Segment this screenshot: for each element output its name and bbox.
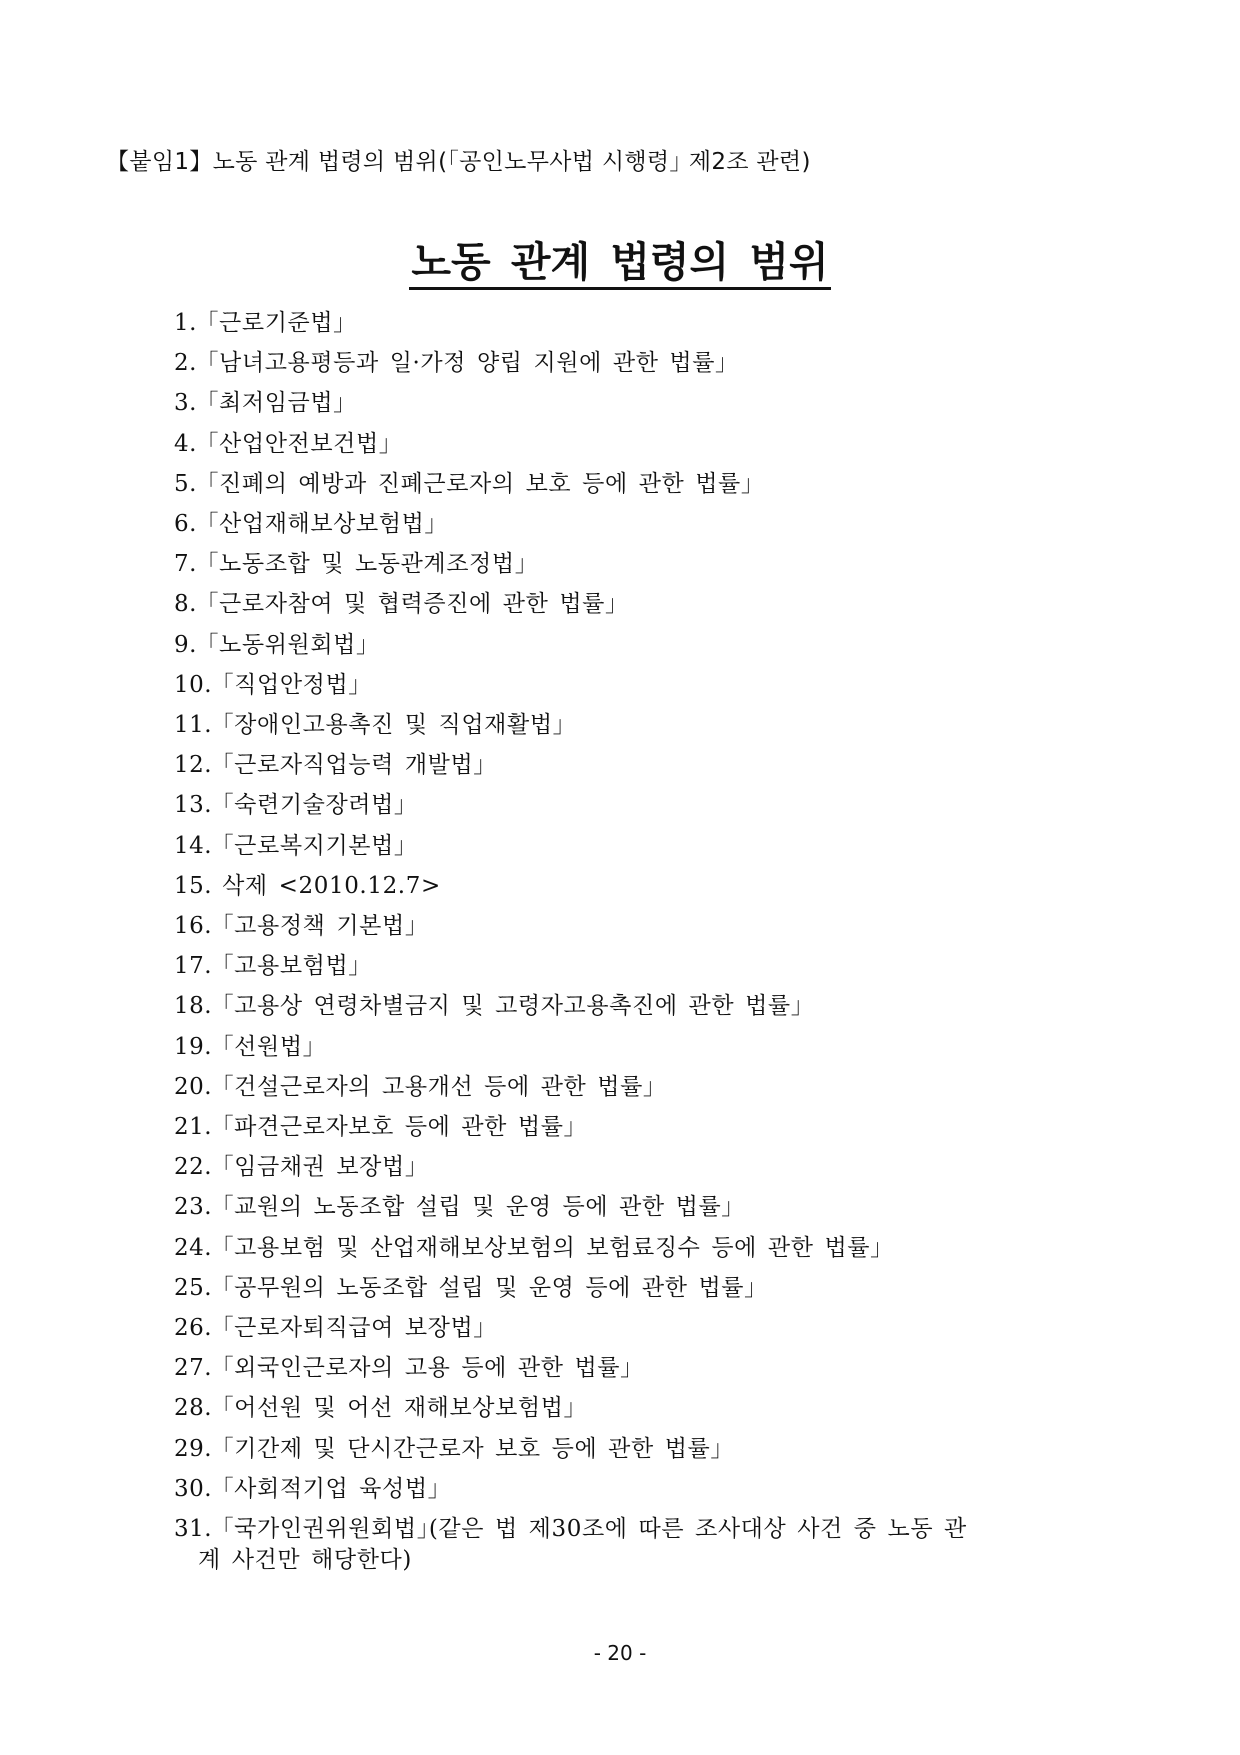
law-item-number: 6. [174, 511, 197, 538]
law-item [174, 544, 967, 584]
law-item-number: 22. [174, 1154, 213, 1181]
law-item-title: ｢직업안정법｣ [222, 671, 361, 698]
document-title-text: 노동 관계 법령의 범위 [409, 237, 830, 290]
law-item-number: 20. [174, 1073, 213, 1100]
law-item-title: ｢근로자참여 및 협력증진에 관한 법률｣ [206, 591, 618, 618]
law-item-number: 24. [174, 1234, 213, 1261]
law-item [174, 665, 967, 705]
attachment-header: 【붙임1】노동 관계 법령의 범위(｢공인노무사법 시행령｣ 제2조 관련) [106, 149, 811, 175]
page-number: - 20 - [593, 1641, 647, 1665]
law-item-number: 28. [174, 1395, 213, 1422]
law-item-number: 1. [174, 310, 197, 336]
law-item-number: 11. [174, 712, 213, 739]
law-item-31-continuation: 계 사건만 해당한다) [198, 1547, 412, 1573]
law-item [174, 1067, 967, 1107]
law-item [174, 1388, 967, 1428]
law-item [174, 785, 967, 825]
law-item [174, 1027, 967, 1067]
law-item-title: ｢고용상 연령차별금지 및 고령자고용촉진에 관한 법률｣ [222, 993, 803, 1020]
law-item-number: 13. [174, 792, 213, 819]
law-item-title: ｢산업안전보건법｣ [206, 430, 391, 457]
law-item-title: ｢남녀고용평등과 일·가정 양립 지원에 관한 법률｣ [206, 350, 728, 377]
law-item-title: ｢고용보험법｣ [222, 953, 361, 980]
law-item-number: 7. [174, 551, 197, 578]
law-item-number: 17. [174, 953, 213, 980]
law-item-title: ｢선원법｣ [222, 1033, 315, 1060]
law-item-title: ｢근로자직업능력 개발법｣ [222, 752, 486, 779]
law-item-title: ｢근로복지기본법｣ [222, 832, 407, 859]
law-item-title: ｢노동조합 및 노동관계조정법｣ [206, 551, 527, 578]
law-item-title: ｢장애인고용촉진 및 직업재활법｣ [222, 712, 565, 739]
law-item-number: 25. [174, 1274, 213, 1301]
law-item-number: 21. [174, 1114, 213, 1141]
law-item [174, 866, 967, 906]
law-item-title: ｢교원의 노동조합 설립 및 운영 등에 관한 법률｣ [222, 1194, 734, 1221]
law-item-number: 5. [174, 470, 197, 497]
law-item [174, 504, 967, 544]
law-item-number: 9. [174, 631, 197, 658]
law-item-title: ｢최저임금법｣ [206, 390, 346, 417]
law-item [174, 424, 967, 464]
law-item-number: 18. [174, 993, 213, 1020]
law-item [174, 625, 967, 665]
law-item-title: ｢사회적기업 육성법｣ [222, 1475, 440, 1502]
law-item-number: 2. [174, 350, 197, 377]
law-item-number: 27. [174, 1355, 213, 1382]
law-item [174, 826, 967, 866]
law-item-title: 삭제 <2010.12.7> [222, 872, 441, 899]
document-title [0, 234, 1240, 290]
law-item-number: 8. [174, 591, 197, 618]
law-item [174, 906, 967, 946]
law-item-title: ｢진폐의 예방과 진폐근로자의 보호 등에 관한 법률｣ [206, 470, 753, 497]
law-item-number: 31. [174, 1516, 213, 1543]
law-item-title: ｢고용정책 기본법｣ [222, 913, 417, 940]
law-item [174, 1228, 967, 1268]
law-item [174, 584, 967, 624]
law-item-title: ｢근로기준법｣ [206, 310, 346, 336]
law-item-title: ｢외국인근로자의 고용 등에 관한 법률｣ [222, 1355, 633, 1382]
law-item-number: 10. [174, 671, 213, 698]
law-item-number: 29. [174, 1435, 213, 1462]
law-item-number: 4. [174, 430, 197, 457]
law-item [174, 303, 967, 343]
law-item-number: 14. [174, 832, 213, 859]
law-item-number: 19. [174, 1033, 213, 1060]
law-item-title: ｢노동위원회법｣ [206, 631, 369, 658]
law-item-title: ｢국가인권위원회법｣(같은 법 제30조에 따른 조사대상 사건 중 노동 관 [222, 1516, 967, 1543]
law-item-number: 30. [174, 1475, 213, 1502]
law-item-title: ｢파견근로자보호 등에 관한 법률｣ [222, 1114, 576, 1141]
law-item [174, 1107, 967, 1147]
law-item-title: ｢어선원 및 어선 재해보상보험법｣ [222, 1395, 576, 1422]
law-item [174, 946, 967, 986]
law-item-number: 16. [174, 913, 213, 940]
law-item [174, 343, 967, 383]
law-item-title: ｢고용보험 및 산업재해보상보험의 보험료징수 등에 관한 법률｣ [222, 1234, 883, 1261]
law-item [174, 383, 967, 423]
law-item [174, 1429, 967, 1469]
law-item-title: ｢근로자퇴직급여 보장법｣ [222, 1315, 486, 1342]
law-item [174, 464, 967, 504]
law-item-number: 3. [174, 390, 197, 417]
law-item-number: 23. [174, 1194, 213, 1221]
law-item-title: ｢공무원의 노동조합 설립 및 운영 등에 관한 법률｣ [222, 1274, 757, 1301]
law-item [174, 1268, 967, 1308]
law-item [174, 1187, 967, 1227]
law-item [174, 1348, 967, 1388]
law-item-title: ｢산업재해보상보험법｣ [206, 511, 437, 538]
law-item-number: 12. [174, 752, 213, 779]
law-item [174, 1147, 967, 1187]
law-item [174, 1308, 967, 1348]
law-item-number: 15. [174, 872, 213, 899]
law-list [174, 303, 967, 1549]
law-item-title: ｢건설근로자의 고용개선 등에 관한 법률｣ [222, 1073, 656, 1100]
law-item [174, 986, 967, 1026]
law-item [174, 745, 967, 785]
law-item [174, 1469, 967, 1509]
law-item-title: ｢숙련기술장려법｣ [222, 792, 407, 819]
law-item-number: 26. [174, 1315, 213, 1342]
law-item [174, 705, 967, 745]
law-item-title: ｢임금채권 보장법｣ [222, 1154, 417, 1181]
law-item-title: ｢기간제 및 단시간근로자 보호 등에 관한 법률｣ [222, 1435, 723, 1462]
